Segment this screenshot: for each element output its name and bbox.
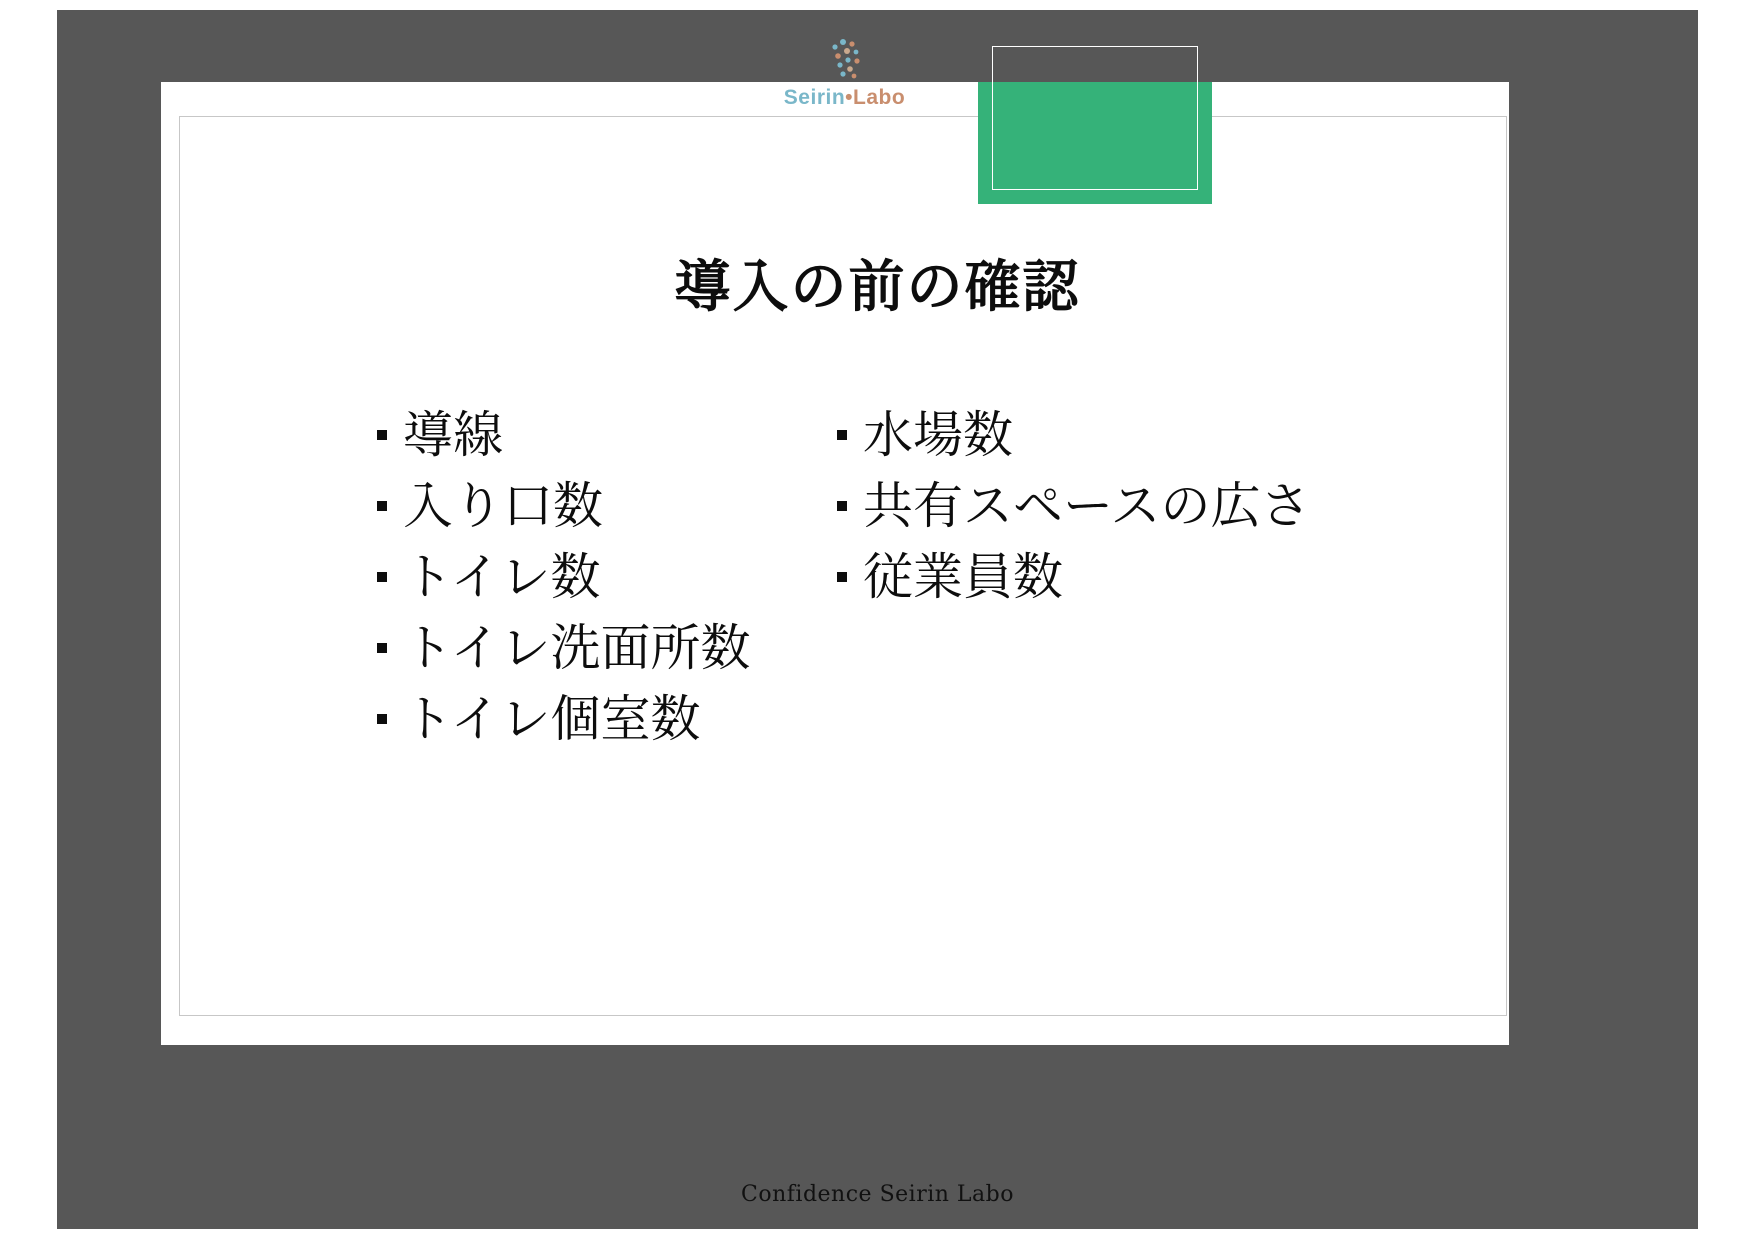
list-item (377, 684, 837, 755)
logo-word-secondary: Labo (853, 86, 906, 109)
list-item (377, 613, 837, 684)
bullet-square-icon (837, 430, 847, 440)
bullet-square-icon (377, 572, 387, 582)
footer-text: Confidence Seirin Labo (741, 1182, 1014, 1207)
list-item (377, 542, 837, 613)
bullet-list-container (377, 400, 1507, 755)
list-item (837, 471, 1437, 542)
list-item-label: トイレ洗面所数 (403, 619, 751, 677)
list-item-label: 入り口数 (403, 477, 603, 535)
accent-green-inner-outline (992, 46, 1198, 190)
list-item (377, 471, 837, 542)
list-item (837, 400, 1437, 471)
list-item (837, 542, 1437, 613)
list-item-label: トイレ数 (403, 548, 601, 606)
list-item-label: 水場数 (863, 406, 1013, 464)
list-item-label: 導線 (403, 406, 503, 464)
accent-green-rectangle (978, 82, 1212, 204)
list-item (377, 400, 837, 471)
bullet-square-icon (377, 501, 387, 511)
brand-logo (757, 38, 932, 118)
bullet-square-icon (837, 572, 847, 582)
bullet-square-icon (377, 714, 387, 724)
bullet-column-left (377, 400, 837, 755)
bullet-square-icon (837, 501, 847, 511)
list-item-label: トイレ個室数 (403, 690, 701, 748)
list-item-label: 共有スペースの広さ (863, 477, 1311, 535)
logo-wordmark (757, 86, 932, 110)
bullet-square-icon (377, 430, 387, 440)
logo-mark-icon (817, 38, 873, 84)
page-title: 導入の前の確認 (674, 253, 1081, 320)
list-item-label: 従業員数 (863, 548, 1063, 606)
slide-outer-frame (57, 10, 1698, 1229)
bullet-square-icon (377, 643, 387, 653)
bullet-column-right (837, 400, 1437, 613)
logo-dot: • (845, 86, 854, 109)
logo-word-primary: Seirin (783, 86, 846, 109)
